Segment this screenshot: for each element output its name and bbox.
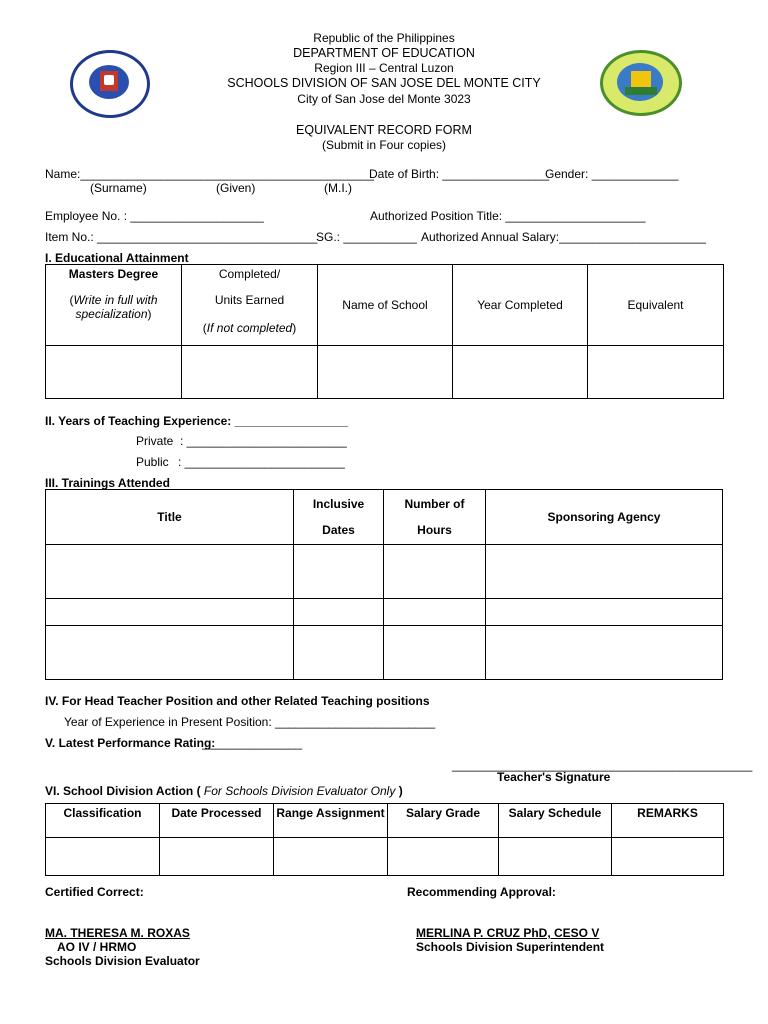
col-year-completed: Year Completed (453, 265, 588, 346)
employee-no-field[interactable]: Employee No. : ____________________ (45, 209, 264, 223)
gender-field[interactable]: Gender: _____________ (545, 167, 679, 181)
present-position-experience-field[interactable]: Year of Experience in Present Position: ________________________ (64, 715, 436, 729)
public-label: Public (136, 455, 169, 469)
school-division-action-table (45, 803, 724, 876)
col-range-assignment: Range Assignment (274, 804, 388, 838)
public-field[interactable]: : ________________________ (178, 455, 345, 469)
table-row (46, 599, 723, 626)
sg-field[interactable]: SG.: ___________ (316, 230, 417, 244)
section-5-heading: V. Latest Performance Rating: (45, 736, 216, 750)
col-title: Title (46, 490, 294, 545)
mi-caption: (M.I.) (324, 181, 352, 195)
private-label: Private (136, 434, 174, 448)
col-date-processed: Date Processed (160, 804, 274, 838)
section-4-heading: IV. For Head Teacher Position and other Related Teaching positions (45, 694, 430, 708)
header-division: SCHOOLS DIVISION OF SAN JOSE DEL MONTE CITY (227, 76, 541, 90)
header-city: City of San Jose del Monte 3023 (297, 92, 471, 106)
col-equivalent: Equivalent (588, 265, 724, 346)
col-sponsoring-agency: Sponsoring Agency (486, 490, 723, 545)
performance-rating-field[interactable]: _______________ (202, 736, 303, 750)
section-1-heading: I. Educational Attainment (45, 251, 189, 265)
table-row (46, 346, 724, 399)
col-masters-degree: Masters Degree (Write in full with specialization) (46, 265, 182, 346)
table-row (46, 626, 723, 680)
surname-caption: (Surname) (90, 181, 147, 195)
date-of-birth-field[interactable]: Date of Birth: ________________ (369, 167, 550, 181)
item-no-field[interactable]: Item No.: _________________________________ (45, 230, 318, 244)
col-inclusive-dates: Inclusive Dates (294, 490, 384, 545)
header-region: Region III – Central Luzon (314, 61, 454, 75)
col-salary-grade: Salary Grade (388, 804, 499, 838)
teacher-signature-label: Teacher's Signature (497, 770, 611, 784)
section-3-heading: III. Trainings Attended (45, 476, 170, 490)
table-row (46, 545, 723, 599)
recommending-approval-label: Recommending Approval: (407, 885, 556, 899)
form-title: EQUIVALENT RECORD FORM (296, 123, 472, 137)
annual-salary-field[interactable]: Authorized Annual Salary:______________________ (421, 230, 706, 244)
section-6-heading: VI. School Division Action ( For Schools Division Evaluator Only ) (45, 784, 403, 798)
table-row (46, 838, 724, 876)
col-remarks: REMARKS (612, 804, 724, 838)
superintendent-title: Schools Division Superintendent (416, 940, 605, 954)
col-number-of-hours: Number of Hours (384, 490, 486, 545)
evaluator-position: AO IV / HRMO (57, 940, 137, 954)
given-caption: (Given) (216, 181, 256, 195)
form-subtitle: (Submit in Four copies) (321, 138, 447, 152)
col-units-earned: Completed/ Units Earned (If not completed) (182, 265, 318, 346)
educational-attainment-table (45, 264, 724, 399)
header-republic: Republic of the Philippines (313, 31, 455, 45)
teacher-signature-line[interactable]: _____________________________________________ (452, 758, 753, 772)
col-name-of-school: Name of School (318, 265, 453, 346)
evaluator-name: MA. THERESA M. ROXAS (45, 926, 190, 940)
position-title-field[interactable]: Authorized Position Title: _____________________ (370, 209, 646, 223)
certified-correct-label: Certified Correct: (45, 885, 144, 899)
private-field[interactable]: : ________________________ (180, 434, 347, 448)
trainings-table (45, 489, 723, 680)
header-department: DEPARTMENT OF EDUCATION (293, 46, 475, 60)
superintendent-name: MERLINA P. CRUZ PhD, CESO V (416, 926, 600, 940)
col-salary-schedule: Salary Schedule (499, 804, 612, 838)
name-field[interactable]: Name:____________________________________________ (45, 167, 374, 181)
evaluator-title: Schools Division Evaluator (45, 954, 200, 968)
col-classification: Classification (46, 804, 160, 838)
section-2-heading[interactable]: II. Years of Teaching Experience: _________________ (45, 414, 349, 428)
